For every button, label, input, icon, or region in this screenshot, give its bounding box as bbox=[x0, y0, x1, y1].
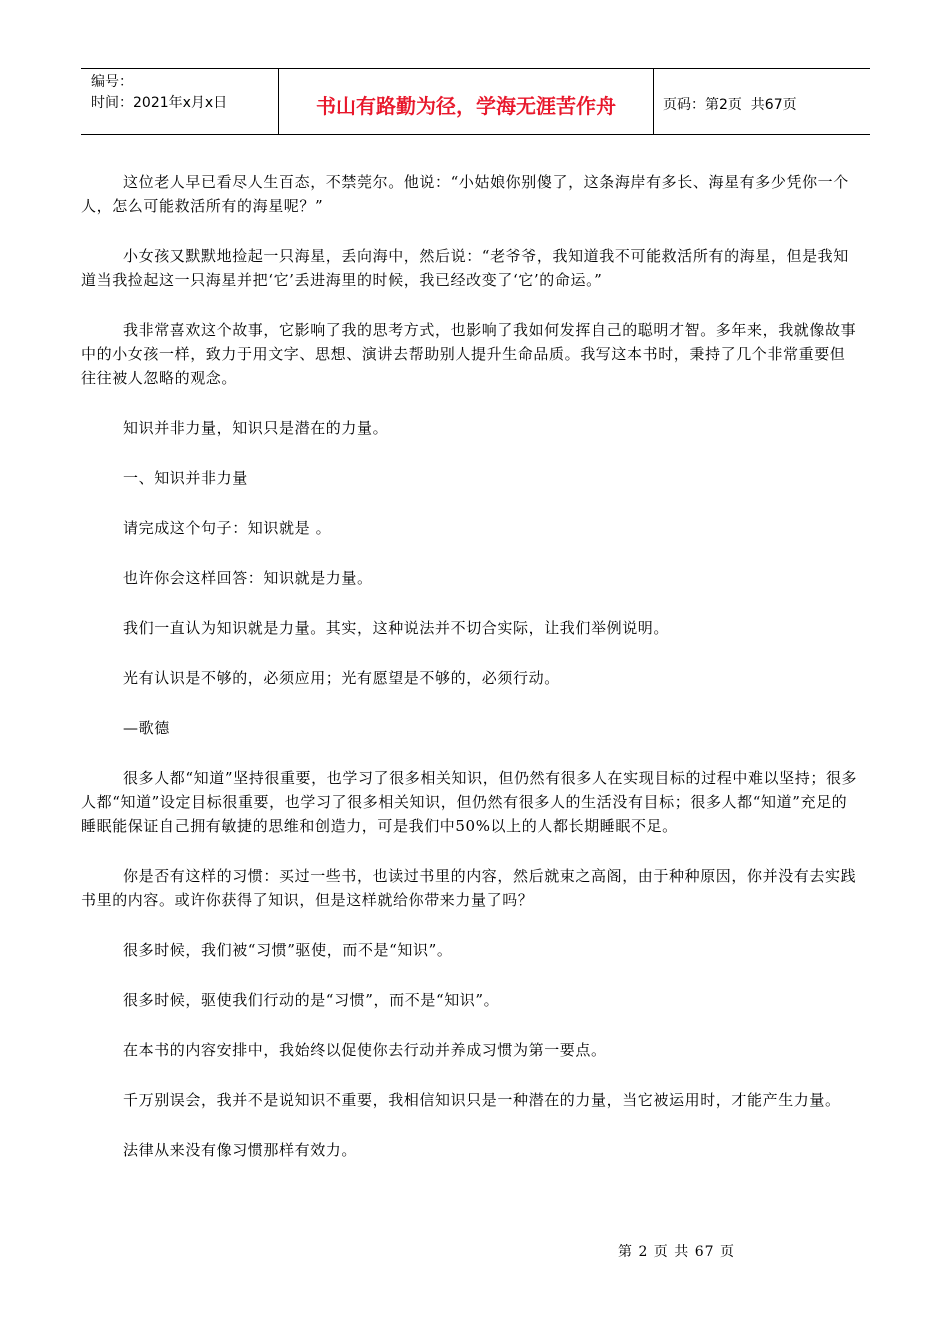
document-date: 时间：2021年x月x日 bbox=[91, 95, 228, 111]
quote-attribution: —歌德 bbox=[123, 719, 170, 737]
paragraph: 这位老人早已看尽人生百态，不禁莞尔。他说：“小姑娘你别傻了，这条海岸有多长、海星有多少凭你一个人，怎么可能救活所有的海星呢？” bbox=[81, 173, 849, 215]
paragraph: 请完成这个句子：知识就是 。 bbox=[123, 519, 332, 537]
paragraph: 千万别误会，我并不是说知识不重要，我相信知识只是一种潜在的力量，当它被运用时，才能产生力量。 bbox=[123, 1091, 841, 1109]
paragraph: 小女孩又默默地捡起一只海星，丢向海中，然后说：“老爷爷，我知道我不可能救活所有的海星，但是我知道当我捡起这一只海星并把‘它’丢进海里的时候，我已经改变了‘它’的命运。” bbox=[81, 247, 849, 289]
document-number-label: 编号： bbox=[91, 74, 133, 90]
header-meta bbox=[81, 69, 279, 134]
paragraph: 在本书的内容安排中，我始终以促使你去行动并养成习惯为第一要点。 bbox=[123, 1041, 607, 1059]
document-header bbox=[81, 68, 870, 135]
paragraph: 很多时候，我们被“习惯”驱使，而不是“知识”。 bbox=[123, 941, 453, 959]
section-heading: 一、知识并非力量 bbox=[123, 469, 248, 487]
page-footer: 第 2 页 共 67 页 bbox=[618, 1244, 735, 1260]
paragraph: 我们一直认为知识就是力量。其实，这种说法并不切合实际，让我们举例说明。 bbox=[123, 619, 670, 637]
quote: 光有认识是不够的，必须应用；光有愿望是不够的，必须行动。 bbox=[123, 669, 560, 687]
header-motto: 书山有路勤为径，学海无涯苦作舟 bbox=[279, 69, 654, 134]
paragraph: 法律从来没有像习惯那样有效力。 bbox=[123, 1141, 358, 1159]
paragraph: 很多人都“知道”坚持很重要，也学习了很多相关知识，但仍然有很多人在实现目标的过程中难以坚持；很多人都“知道”设定目标很重要，也学习了很多相关知识，但仍然有很多人的生活没有目标；很多人都“知道”充足的睡眠能保证自己拥有敏捷的思维和创造力，可是我们中50%以上的人都长期睡眠不足。 bbox=[81, 769, 858, 835]
paragraph: 你是否有这样的习惯：买过一些书，也读过书里的内容，然后就束之高阁，由于种种原因，你并没有去实践书里的内容。或许你获得了知识，但是这样就给你带来力量了吗？ bbox=[81, 867, 857, 909]
document-body bbox=[81, 170, 860, 1188]
paragraph: 也许你会这样回答：知识就是力量。 bbox=[123, 569, 373, 587]
paragraph: 知识并非力量，知识只是潜在的力量。 bbox=[123, 419, 389, 437]
paragraph: 我非常喜欢这个故事，它影响了我的思考方式，也影响了我如何发挥自己的聪明才智。多年来，我就像故事中的小女孩一样，致力于用文字、思想、演讲去帮助别人提升生命品质。我写这本书时，秉持了几个非常重要但往往被人忽略的观念。 bbox=[81, 321, 857, 387]
paragraph: 很多时候，驱使我们行动的是“习惯”，而不是“知识”。 bbox=[123, 991, 500, 1009]
header-page-info: 页码：第2页 共67页 bbox=[663, 96, 797, 113]
